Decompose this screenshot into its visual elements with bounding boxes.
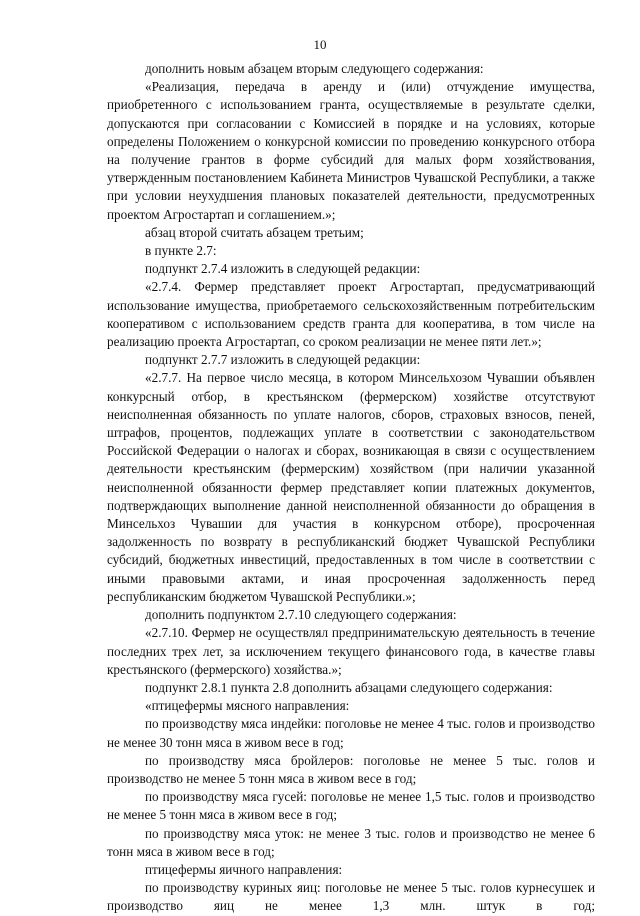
page-number: 10 — [313, 37, 327, 52]
paragraph: «Реализация, передача в аренду и (или) отчуждение имущества, приобретенного с использованием гранта, осуществляемые в результате сделки, допускаются при согласовании с Комиссией в порядке и на условиях, которые определены Положением о конкурсной комиссии по проведению конкурсного отбора на получение грантов в форме субсидий для малых форм хозяйствования, утвержденным постановлением Кабинета Министров Чувашской Республики, а также при условии неухудшения плановых показателей деятельности, предусмотренных проектом Агростартап и соглашением.»; — [107, 79, 595, 222]
paragraph: дополнить новым абзацем вторым следующего содержания: — [145, 61, 484, 76]
paragraph: подпункт 2.7.7 изложить в следующей редакции: — [145, 352, 421, 368]
paragraph: птицефермы яичного направления: — [145, 861, 343, 877]
paragraph: в пункте 2.7: — [145, 243, 217, 259]
paragraph: «2.7.4. Фермер представляет проект Агростартап, предусматривающий использование имущества, приобретаемого сельскохозяйственным потребительским кооперативом с использованием средств гранта для кооператива, в том числе на реализацию проекта Агростартап, со сроком реализации не менее пяти лет.»; — [107, 279, 595, 350]
body-text — [107, 60, 595, 916]
paragraph: подпункт 2.7.4 изложить в следующей редакции: — [145, 261, 421, 277]
paragraph: «2.7.10. Фермер не осуществлял предпринимательскую деятельность в течение последних трех лет, за исключением текущего финансового года, в качестве главы крестьянского (фермерского) хозяйства.»; — [107, 625, 595, 677]
paragraph: по производству куриных яиц: поголовье не менее 5 тыс. голов курнесушек и производство яиц не менее 1,3 млн. штук в год; — [107, 880, 595, 914]
paragraph: подпункт 2.8.1 пункта 2.8 дополнить абзацами следующего содержания: — [145, 679, 553, 695]
paragraph: «птицефермы мясного направления: — [145, 698, 350, 714]
paragraph: дополнить подпунктом 2.7.10 следующего содержания: — [145, 607, 457, 623]
paragraph: по производству мяса индейки: поголовье не менее 4 тыс. голов и производство не менее 30 тонн мяса в живом весе в год; — [107, 716, 595, 750]
paragraph: «2.7.7. На первое число месяца, в котором Минсельхозом Чувашии объявлен конкурсный отбор, в крестьянском (фермерском) хозяйстве отсутствуют неисполненная обязанность по уплате налогов, сборов, страховых взносов, пеней, штрафов, процентов, подлежащих уплате в соответствии с законодательством Российской Федерации о налогах и сборах, возникающая в связи с осуществлением деятельности крестьянским (фермерским) хозяйством (при наличии указанной неисполненной обязанности фермер представляет копии платежных документов, подтверждающих выполнение данной неисполненной обязанности до обращения в Минсельхоз Чувашии для участия в конкурсном отборе), просроченная задолженность по возврату в республиканский бюджет Чувашской Республики субсидий, бюджетных инвестиций, предоставленных в том числе в соответствии с иными правовыми актами, и иная просроченная задолженность перед республиканским бюджетом Чувашской Республики.»; — [107, 370, 595, 604]
paragraph: по производству мяса уток: не менее 3 тыс. голов и производство не менее 6 тонн мяса в живом весе в год; — [107, 825, 595, 859]
paragraph: абзац второй считать абзацем третьим; — [145, 224, 364, 240]
paragraph: по производству мяса гусей: поголовье не менее 1,5 тыс. голов и производство не менее 5 тонн мяса в живом весе в год; — [107, 789, 595, 823]
paragraph: по производству мяса бройлеров: поголовье не менее 5 тыс. голов и производство не менее 5 тонн мяса в живом весе в год; — [107, 752, 595, 786]
